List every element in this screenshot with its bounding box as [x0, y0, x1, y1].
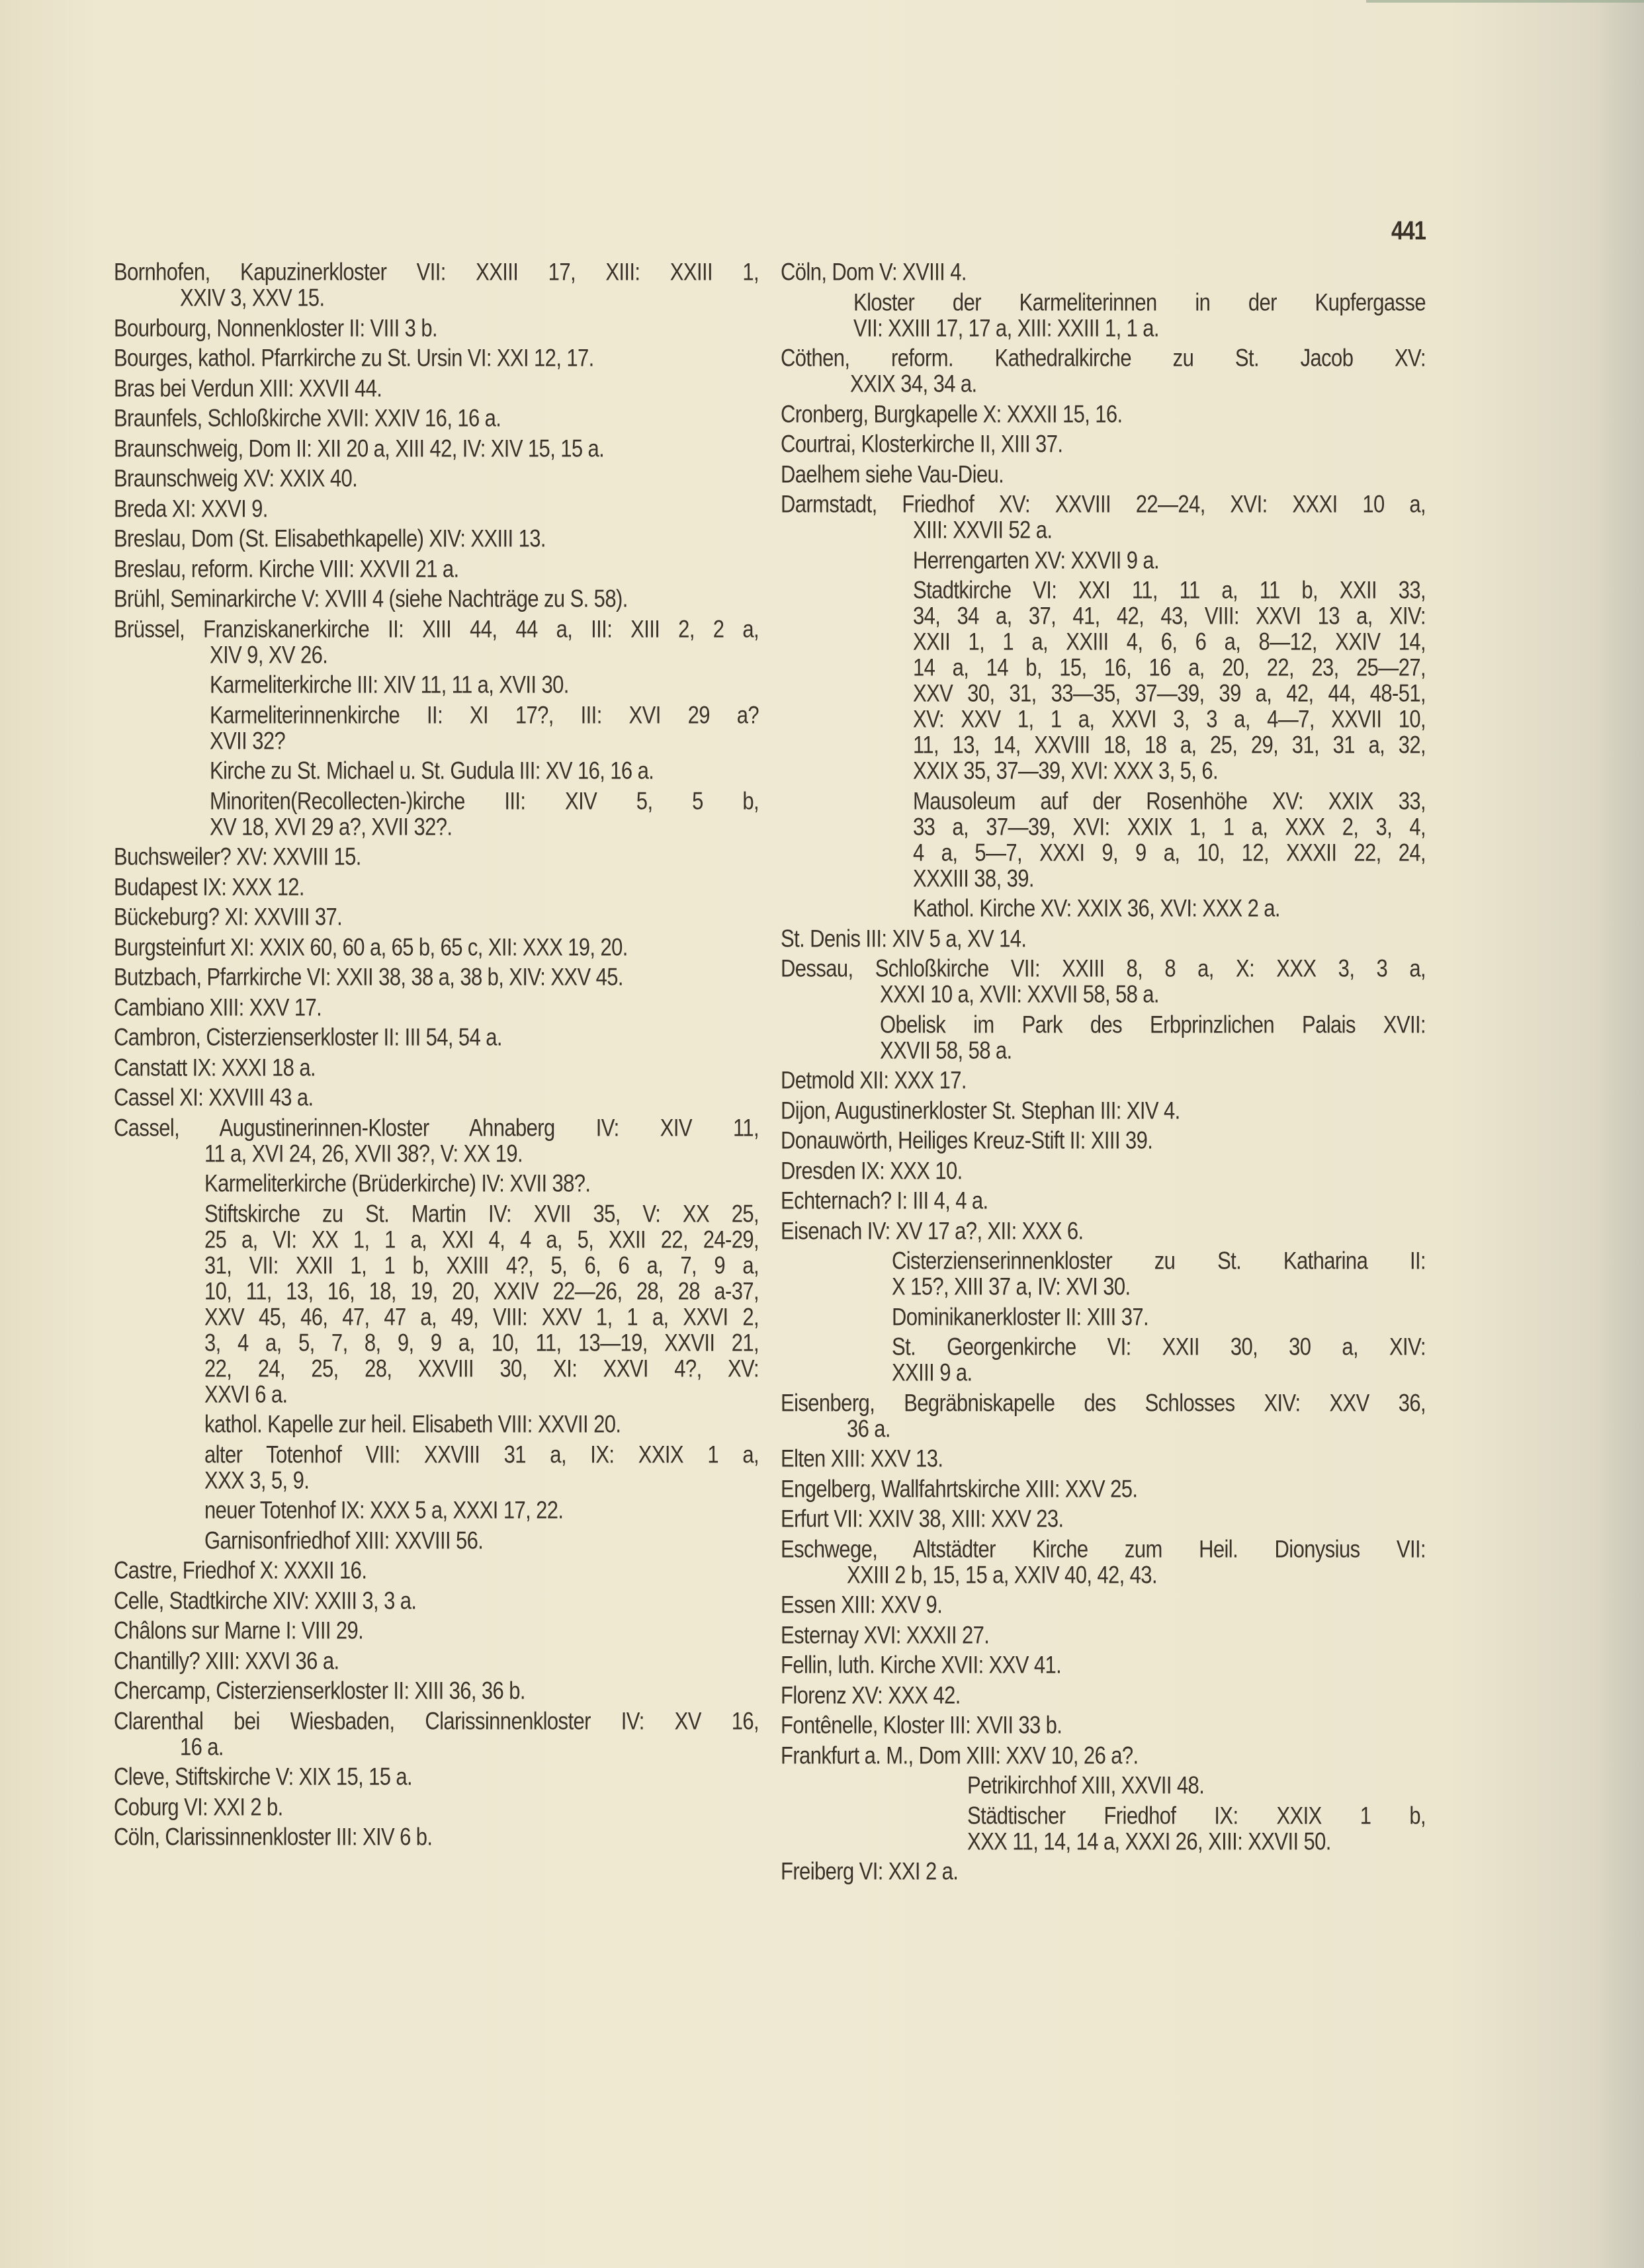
entry-line: 31, VII: XXII 1, 1 b, XXIII 4?, 5, 6, 6 a, 7, 9 a,: [204, 1251, 759, 1279]
index-entry: [781, 1098, 1426, 1124]
index-entry: [781, 491, 1426, 543]
entry-line: Eisenach IV: XV 17 a?, XII: XXX 6.: [781, 1216, 1084, 1245]
entry-line: Obelisk im Park des Erbprinzlichen Palais XVII:: [880, 1010, 1426, 1038]
index-entry: [781, 1128, 1426, 1154]
entry-line: Celle, Stadtkirche XIV: XXIII 3, 3 a.: [114, 1586, 417, 1615]
entry-line: Petrikirchhof XIII, XXVII 48.: [967, 1771, 1205, 1799]
index-entry: [781, 1068, 1426, 1093]
entry-line: Kirche zu St. Michael u. St. Gudula III: XV 16, 16 a.: [210, 756, 654, 784]
entry-line: St. Denis III: XIV 5 a, XV 14.: [781, 924, 1027, 952]
index-entry: [114, 616, 759, 668]
index-subentry: [892, 1304, 1426, 1330]
entry-line: Butzbach, Pfarrkirche VI: XXII 38, 38 a, 38 b, XIV: XXV 45.: [114, 962, 623, 991]
entry-line: Cassel XI: XXVIII 43 a.: [114, 1083, 314, 1111]
index-entry: [114, 1085, 759, 1111]
index-subentry: [913, 577, 1426, 784]
entry-line: Bourges, kathol. Pfarrkirche zu St. Ursin VI: XXI 12, 17.: [114, 343, 594, 372]
entry-line: Daelhem siehe Vau-Dieu.: [781, 460, 1004, 488]
index-subentry: [967, 1803, 1426, 1855]
index-subentry: [204, 1411, 759, 1437]
index-subentry: [913, 896, 1426, 921]
entry-line: Burgsteinfurt XI: XXIX 60, 60 a, 65 b, 65 c, XII: XXX 19, 20.: [114, 933, 628, 961]
entry-line: Chercamp, Cisterzienserkloster II: XIII 36, 36 b.: [114, 1676, 525, 1704]
index-entry: [114, 964, 759, 990]
index-entry: [781, 1622, 1426, 1648]
entry-line: Fellin, luth. Kirche XVII: XXV 41.: [781, 1650, 1062, 1679]
entry-line: Darmstadt, Friedhof XV: XXVIII 22—24, XVI: XXXI 10 a,: [781, 489, 1426, 518]
index-subentry: [913, 548, 1426, 573]
index-entry: [114, 874, 759, 900]
index-column-left: [114, 259, 759, 1850]
entry-line: Dominikanerkloster II: XIII 37.: [892, 1302, 1149, 1331]
entry-line: XXV 30, 31, 33—35, 37—39, 39 a, 42, 44, 48-51,: [913, 679, 1426, 707]
entry-line: Cambron, Cisterzienserkloster II: III 54, 54 a.: [114, 1023, 502, 1051]
index-entry: [114, 1115, 759, 1167]
entry-line: Herrengarten XV: XXVII 9 a.: [913, 546, 1160, 574]
index-subentry: [892, 1248, 1426, 1300]
index-entry: [114, 1618, 759, 1644]
entry-line: 11 a, XVI 24, 26, XVII 38?, V: XX 19.: [204, 1139, 523, 1167]
entry-line: 11, 13, 14, XXVIII 18, 18 a, 25, 29, 31, 31 a, 32,: [913, 730, 1426, 759]
entry-line: XIV 9, XV 26.: [210, 640, 328, 669]
entry-line: XXV 45, 46, 47, 47 a, 49, VIII: XXV 1, 1 a, XXVI 2,: [204, 1302, 759, 1331]
index-entry: [114, 1025, 759, 1050]
index-entry: [781, 1446, 1426, 1472]
index-entry: [114, 436, 759, 462]
entry-line: Bornhofen, Kapuzinerkloster VII: XXIII 17, XIII: XXIII 1,: [114, 257, 759, 286]
entry-line: XXVII 58, 58 a.: [880, 1036, 1012, 1064]
index-subentry: [204, 1528, 759, 1554]
entry-line: Cöln, Clarissinnenkloster III: XIV 6 b.: [114, 1822, 433, 1851]
entry-line: X 15?, XIII 37 a, IV: XVI 30.: [892, 1272, 1131, 1300]
scan-edge-line: [1366, 0, 1644, 3]
entry-line: Echternach? I: III 4, 4 a.: [781, 1186, 988, 1214]
entry-line: Kathol. Kirche XV: XXIX 36, XVI: XXX 2 a.: [913, 894, 1280, 922]
index-entry: [114, 1708, 759, 1760]
entry-line: Cisterzienserinnenkloster zu St. Katharina II:: [892, 1246, 1426, 1275]
index-entry: [114, 526, 759, 552]
entry-line: Detmold XII: XXX 17.: [781, 1066, 967, 1094]
index-entry: [114, 1648, 759, 1674]
entry-line: Braunschweig XV: XXIX 40.: [114, 464, 358, 492]
index-entry: [114, 935, 759, 960]
entry-line: Dessau, Schloßkirche VII: XXIII 8, 8 a, X: XXX 3, 3 a,: [781, 954, 1426, 982]
index-entry: [114, 259, 759, 311]
index-entry: [781, 1218, 1426, 1244]
index-entry: [781, 1536, 1426, 1588]
index-entry: [781, 1506, 1426, 1532]
index-entry: [781, 1712, 1426, 1738]
index-subentry: [210, 702, 759, 754]
entry-line: XV 18, XVI 29 a?, XVII 32?.: [210, 812, 453, 841]
entry-line: Minoriten(Recollecten-)kirche III: XIV 5, 5 b,: [210, 786, 759, 815]
entry-line: Bras bei Verdun XIII: XXVII 44.: [114, 374, 382, 402]
entry-line: XXII 1, 1 a, XXIII 4, 6, 6 a, 8—12, XXIV 14,: [913, 627, 1426, 655]
index-entry: [114, 315, 759, 341]
entry-line: XXX 11, 14, 14 a, XXXI 26, XIII: XXVII 50.: [967, 1827, 1331, 1855]
entry-line: Brüssel, Franziskanerkirche II: XIII 44, 44 a, III: XIII 2, 2 a,: [114, 614, 759, 643]
index-column-right: [781, 259, 1426, 1884]
entry-line: Florenz XV: XXX 42.: [781, 1681, 961, 1709]
entry-line: Karmeliterkirche III: XIV 11, 11 a, XVII 30.: [210, 670, 569, 698]
entry-line: Karmeliterinnenkirche II: XI 17?, III: XVI 29 a?: [210, 700, 759, 729]
entry-line: 33 a, 37—39, XVI: XXIX 1, 1 a, XXX 2, 3, 4,: [913, 812, 1426, 841]
entry-line: XXIX 35, 37—39, XVI: XXX 3, 5, 6.: [913, 756, 1218, 784]
index-subentry: [210, 758, 759, 784]
entry-line: XXIII 2 b, 15, 15 a, XXIV 40, 42, 43.: [847, 1560, 1157, 1589]
entry-line: XVII 32?: [210, 726, 286, 755]
entry-line: Mausoleum auf der Rosenhöhe XV: XXIX 33,: [913, 786, 1426, 815]
entry-line: Cleve, Stiftskirche V: XIX 15, 15 a.: [114, 1762, 413, 1790]
entry-line: 36 a.: [847, 1414, 890, 1443]
entry-line: XXXIII 38, 39.: [913, 864, 1034, 892]
index-entry: [781, 1476, 1426, 1502]
index-entry: [781, 1390, 1426, 1442]
index-subentry: [853, 290, 1426, 341]
index-entry: [114, 496, 759, 522]
index-entry: [781, 956, 1426, 1007]
index-entry: [781, 1652, 1426, 1678]
index-entry: [114, 345, 759, 371]
index-entry: [781, 431, 1426, 457]
index-subentry: [204, 1171, 759, 1197]
entry-line: Brühl, Seminarkirche V: XVIII 4 (siehe Nachträge zu S. 58).: [114, 584, 628, 612]
index-entry: [114, 1824, 759, 1850]
entry-line: Breslau, Dom (St. Elisabethkapelle) XIV: XXIII 13.: [114, 524, 546, 552]
index-entry: [114, 1558, 759, 1583]
entry-line: 25 a, VI: XX 1, 1 a, XXI 4, 4 a, 5, XXII 22, 24-29,: [204, 1225, 759, 1253]
entry-line: neuer Totenhof IX: XXX 5 a, XXXI 17, 22.: [204, 1495, 564, 1524]
entry-line: Braunschweig, Dom II: XII 20 a, XIII 42, IV: XIV 15, 15 a.: [114, 434, 605, 462]
entry-line: Budapest IX: XXX 12.: [114, 872, 304, 901]
entry-line: Braunfels, Schloßkirche XVII: XXIV 16, 16 a.: [114, 403, 501, 432]
entry-line: Donauwörth, Heiliges Kreuz-Stift II: XIII 39.: [781, 1126, 1153, 1154]
index-entry: [114, 904, 759, 930]
entry-line: Stadtkirche VI: XXI 11, 11 a, 11 b, XXII 33,: [913, 575, 1426, 604]
entry-line: Eschwege, Altstädter Kirche zum Heil. Dionysius VII:: [781, 1534, 1426, 1563]
entry-line: St. Georgenkirche VI: XXII 30, 30 a, XIV:: [892, 1332, 1426, 1361]
index-entry: [114, 1764, 759, 1790]
entry-line: Breda XI: XXVI 9.: [114, 494, 268, 523]
entry-line: Cöln, Dom V: XVIII 4.: [781, 257, 967, 286]
index-entry: [114, 1588, 759, 1614]
entry-line: Eisenberg, Begräbniskapelle des Schlosses XIV: XXV 36,: [781, 1388, 1426, 1417]
entry-line: Kloster der Karmeliterinnen in der Kupfergasse: [853, 288, 1426, 316]
entry-line: Essen XIII: XXV 9.: [781, 1590, 943, 1618]
entry-line: VII: XXIII 17, 17 a, XIII: XXIII 1, 1 a.: [853, 314, 1159, 342]
index-entry: [781, 1683, 1426, 1708]
index-entry: [114, 844, 759, 870]
entry-line: 10, 11, 13, 16, 18, 19, 20, XXIV 22—26, 28, 28 a-37,: [204, 1277, 759, 1305]
index-subentry: [204, 1201, 759, 1407]
entry-line: Clarenthal bei Wiesbaden, Clarissinnenkloster IV: XV 16,: [114, 1706, 759, 1735]
entry-line: Cronberg, Burgkapelle X: XXXII 15, 16.: [781, 399, 1123, 428]
entry-line: Freiberg VI: XXI 2 a.: [781, 1857, 959, 1885]
entry-line: Frankfurt a. M., Dom XIII: XXV 10, 26 a?.: [781, 1741, 1139, 1769]
entry-line: Engelberg, Wallfahrtskirche XIII: XXV 25.: [781, 1474, 1138, 1503]
entry-line: 4 a, 5—7, XXXI 9, 9 a, 10, 12, XXXII 22, 24,: [913, 838, 1426, 866]
entry-line: kathol. Kapelle zur heil. Elisabeth VIII: XXVII 20.: [204, 1409, 621, 1438]
index-entry: [114, 995, 759, 1021]
index-entry: [114, 1794, 759, 1820]
entry-line: 34, 34 a, 37, 41, 42, 43, VIII: XXVI 13 a, XIV:: [913, 601, 1426, 630]
entry-line: Stiftskirche zu St. Martin IV: XVII 35, V: XX 25,: [204, 1199, 759, 1228]
index-entry: [781, 345, 1426, 397]
index-subentry: [204, 1442, 759, 1493]
entry-line: Städtischer Friedhof IX: XXIX 1 b,: [967, 1801, 1426, 1829]
entry-line: Dijon, Augustinerkloster St. Stephan III: XIV 4.: [781, 1096, 1180, 1124]
entry-line: Cassel, Augustinerinnen-Kloster Ahnaberg IV: XIV 11,: [114, 1113, 759, 1142]
entry-line: Elten XIII: XXV 13.: [781, 1444, 943, 1472]
entry-line: Bourbourg, Nonnenkloster II: VIII 3 b.: [114, 314, 437, 342]
entry-line: Canstatt IX: XXXI 18 a.: [114, 1053, 316, 1081]
index-subentry: [210, 672, 759, 698]
entry-line: XIII: XXVII 52 a.: [913, 515, 1053, 544]
index-entry: [114, 586, 759, 612]
entry-line: Fontênelle, Kloster III: XVII 33 b.: [781, 1710, 1062, 1739]
entry-line: Breslau, reform. Kirche VIII: XXVII 21 a.: [114, 554, 459, 583]
entry-line: XXIX 34, 34 a.: [850, 369, 977, 398]
entry-line: alter Totenhof VIII: XXVIII 31 a, IX: XXIX 1 a,: [204, 1440, 759, 1468]
index-entry: [114, 376, 759, 401]
entry-line: XXX 3, 5, 9.: [204, 1466, 310, 1494]
page-number: 441: [1391, 216, 1426, 245]
index-subentry: [892, 1334, 1426, 1386]
index-entry: [781, 926, 1426, 952]
entry-line: Chantilly? XIII: XXVI 36 a.: [114, 1646, 339, 1675]
index-entry: [781, 462, 1426, 487]
index-entry: [781, 1592, 1426, 1618]
entry-line: Châlons sur Marne I: VIII 29.: [114, 1616, 364, 1644]
index-entry: [781, 1158, 1426, 1184]
index-entry: [781, 259, 1426, 285]
entry-line: Cöthen, reform. Kathedralkirche zu St. Jacob XV:: [781, 343, 1426, 372]
entry-line: 3, 4 a, 5, 7, 8, 9, 9 a, 10, 11, 13—19, XXVII 21,: [204, 1328, 759, 1357]
entry-line: 14 a, 14 b, 15, 16, 16 a, 20, 22, 23, 25—27,: [913, 653, 1426, 681]
entry-line: XXIII 9 a.: [892, 1358, 973, 1386]
entry-line: Coburg VI: XXI 2 b.: [114, 1792, 283, 1821]
entry-line: Cambiano XIII: XXV 17.: [114, 993, 322, 1021]
entry-line: Garnisonfriedhof XIII: XXVIII 56.: [204, 1526, 484, 1554]
entry-line: Esternay XVI: XXXII 27.: [781, 1620, 990, 1649]
index-subentry: [880, 1012, 1426, 1064]
entry-line: XXVI 6 a.: [204, 1380, 288, 1408]
entry-line: Erfurt VII: XXIV 38, XIII: XXV 23.: [781, 1504, 1064, 1533]
entry-line: XXIV 3, XXV 15.: [180, 283, 325, 312]
index-subentry: [204, 1497, 759, 1523]
index-entry: [781, 1188, 1426, 1214]
entry-line: XV: XXV 1, 1 a, XXVI 3, 3 a, 4—7, XXVII 10,: [913, 704, 1426, 733]
entry-line: Castre, Friedhof X: XXXII 16.: [114, 1556, 367, 1584]
entry-line: Courtrai, Klosterkirche II, XIII 37.: [781, 429, 1063, 458]
index-entry: [114, 1678, 759, 1704]
index-entry: [114, 405, 759, 431]
entry-line: Dresden IX: XXX 10.: [781, 1156, 963, 1185]
index-entry: [114, 466, 759, 491]
entry-line: Bückeburg? XI: XXVIII 37.: [114, 902, 343, 931]
entry-line: 22, 24, 25, 28, XXVIII 30, XI: XXVI 4?, XV:: [204, 1354, 759, 1382]
entry-line: Karmeliterkirche (Brüderkirche) IV: XVII 38?.: [204, 1169, 591, 1197]
index-entry: [781, 1743, 1426, 1769]
index-entry: [781, 401, 1426, 427]
index-subentry: [913, 788, 1426, 892]
entry-line: 16 a.: [180, 1732, 224, 1761]
index-entry: [114, 1055, 759, 1081]
index-entry: [781, 1859, 1426, 1884]
index-entry: [114, 556, 759, 582]
entry-line: XXXI 10 a, XVII: XXVII 58, 58 a.: [880, 980, 1159, 1008]
index-subentry: [210, 788, 759, 840]
index-subentry: [967, 1773, 1426, 1798]
entry-line: Buchsweiler? XV: XXVIII 15.: [114, 842, 361, 870]
